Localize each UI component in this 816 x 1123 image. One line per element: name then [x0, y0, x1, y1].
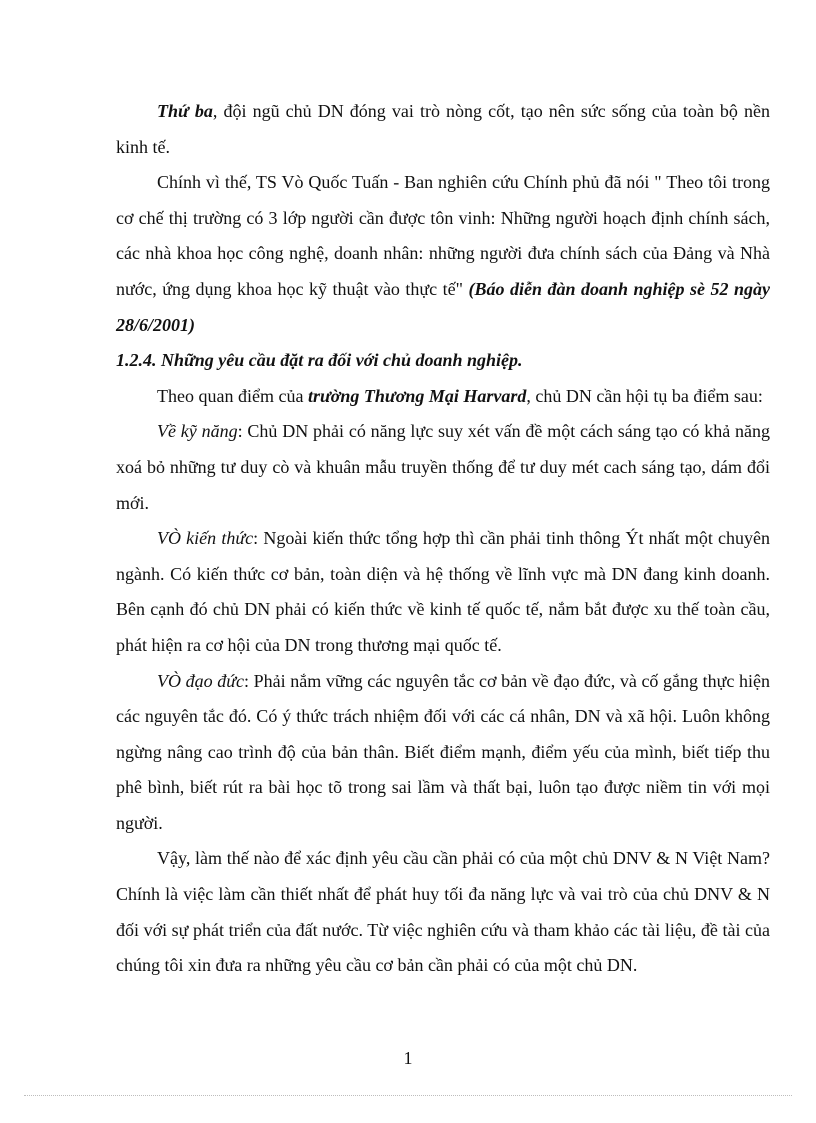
footer-divider	[24, 1095, 792, 1096]
harvard-emphasis: trường Thương Mại Harvard	[307, 385, 527, 406]
paragraph-text: Vậy, làm thế nào để xác định yêu cầu cần phải có của một chủ DNV & N Việt Nam? Chính là việc làm cần thiết nhất để phát huy tối đa năng lực và vai trò của chủ DNV & N đối với sự phát triển của đất nước. Từ việc nghiên cứu và tham khảo các tài liệu, đề tài của chúng tôi xin đưa ra những yêu cầu cơ bản cần phải có của một chủ DN.	[116, 848, 770, 976]
paragraph-lead: Thứ ba	[157, 101, 213, 121]
section-heading: 1.2.4. Những yêu cầu đặt ra đối với chủ doanh nghiệp.	[116, 350, 523, 371]
paragraph-text-post: , chủ DN cần hội tụ ba điểm sau:	[526, 385, 763, 406]
paragraph-third-point	[116, 94, 770, 165]
paragraph-quote	[116, 165, 770, 343]
paragraph-harvard	[116, 379, 770, 415]
paragraph-conclusion	[116, 841, 770, 983]
paragraph-text: : Chủ DN phải có năng lực suy xét vấn đề một cách sáng tạo có khả năng xoá bỏ những tư duy cò và khuân mẫu truyền thống để tư duy mét cach sáng tạo, dám đổi mới.	[116, 421, 770, 513]
paragraph-label: Về kỹ năng	[157, 421, 238, 442]
citation: (Báo diễn đàn doanh nghiệp sè 52 ngày 28/6/2001)	[116, 278, 770, 335]
paragraph-knowledge	[116, 521, 770, 663]
paragraph-text: , đội ngũ chủ DN đóng vai trò nòng cốt, tạo nên sức sống của toàn bộ nền kinh tế.	[116, 101, 771, 157]
document-body	[116, 94, 770, 984]
paragraph-text: Chính vì thế, TS Vò Quốc Tuấn - Ban nghiên cứu Chính phủ đã nói " Theo tôi trong cơ chế thị trường có 3 lớp người cần được tôn vinh: Những người hoạch định chính sách, các nhà khoa học công nghệ, doanh nhân: những người đưa chính sách của Đảng và Nhà nước, ứng dụng khoa học kỹ thuật vào thực tế"	[116, 172, 770, 299]
paragraph-text-pre: Theo quan điểm của	[157, 385, 308, 406]
paragraph-label: VÒ đạo đức	[157, 670, 245, 691]
paragraph-ethics	[116, 664, 770, 842]
paragraph-text: : Phải nắm vững các nguyên tắc cơ bản về đạo đức, và cố gắng thực hiện các nguyên tắc đó. Có ý thức trách nhiệm đối với các cá nhân, DN và xã hội. Luôn không ngừng nâng cao trình độ của bản thân. Biết điểm mạnh, điểm yếu của mình, biết tiếp thu phê bình, biết rút ra bài học tõ trong sai lầm và thất bại, luôn tạo được niềm tin với mọi người.	[116, 670, 771, 833]
paragraph-text: : Ngoài kiến thức tổng hợp thì cần phải tinh thông Ýt nhất một chuyên ngành. Có kiến thức cơ bản, toàn diện và hệ thống về lĩnh vực mà DN đang kinh doanh. Bên cạnh đó chủ DN phải có kiến thức về kinh tế quốc tế, nắm bắt được xu thế toàn cầu, phát hiện ra cơ hội của DN trong thương mại quốc tế.	[116, 528, 771, 655]
paragraph-label: VÒ kiến thức	[157, 528, 254, 549]
page-number: 1	[403, 1048, 413, 1068]
paragraph-skills	[116, 414, 770, 521]
